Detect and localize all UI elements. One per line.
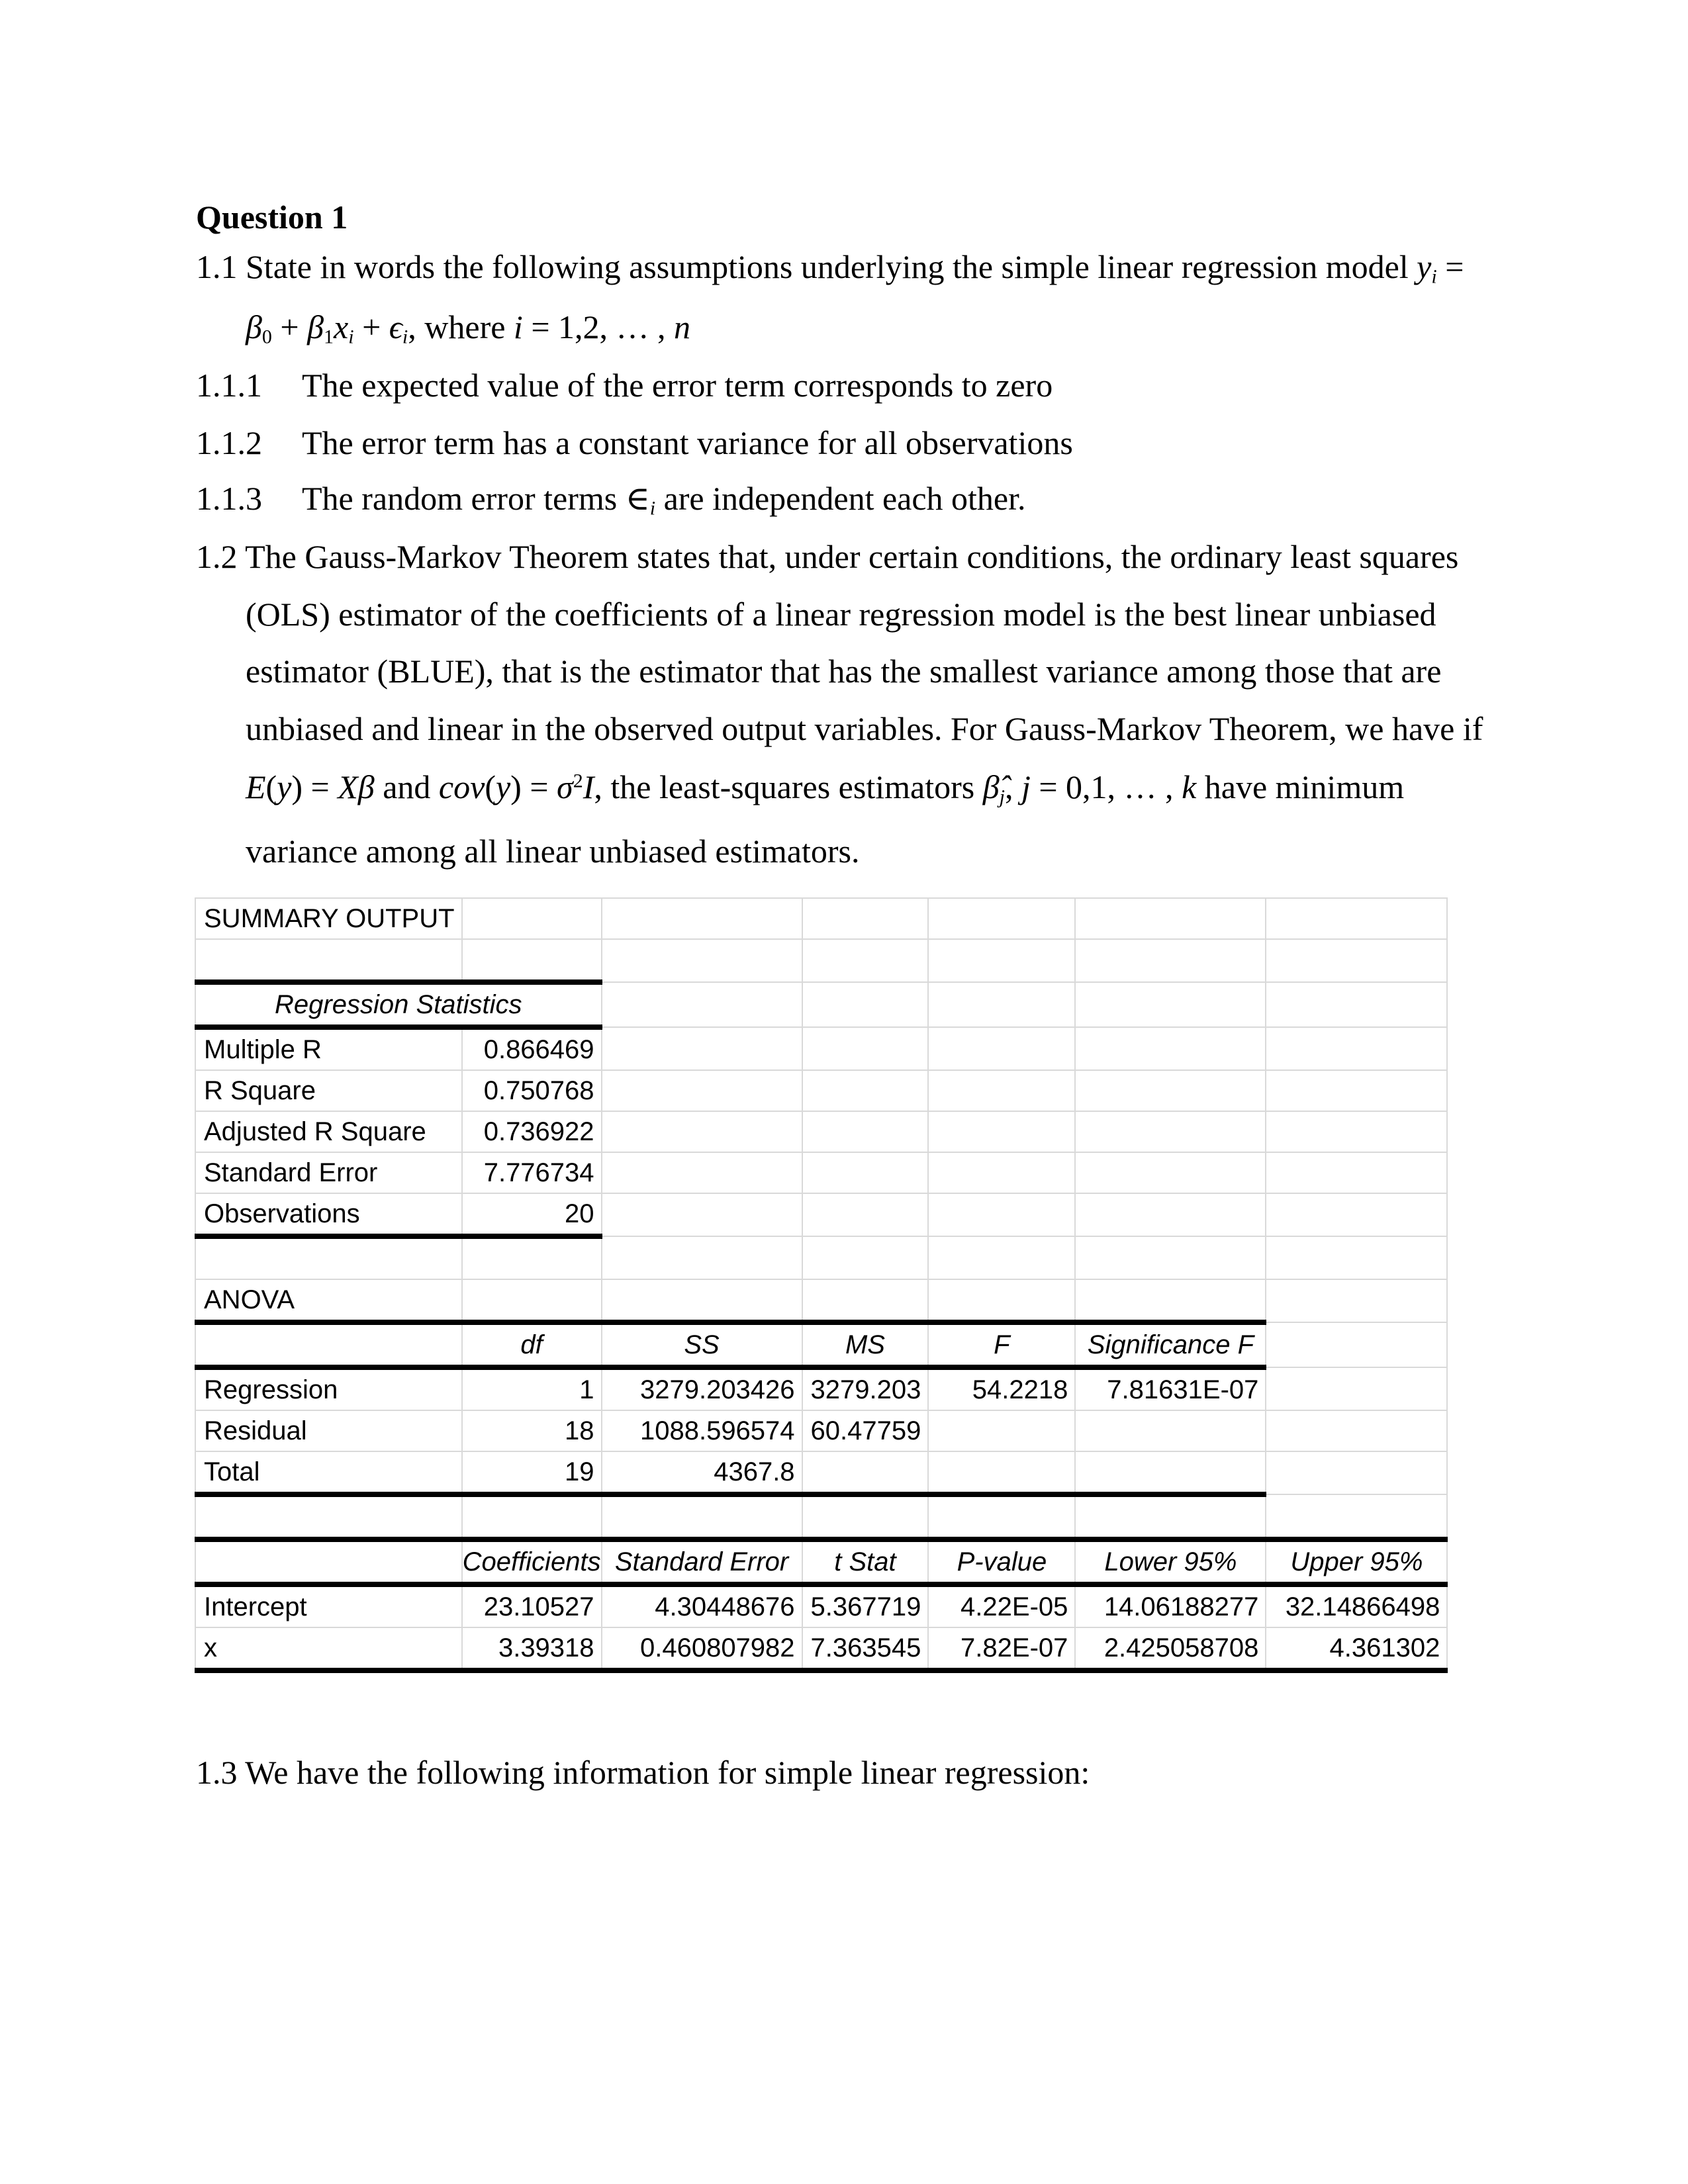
- table-row-anova-regression: [195, 1367, 1447, 1410]
- cell-coef-value: 2.425058708: [1075, 1627, 1266, 1670]
- table-cell: [1266, 1027, 1447, 1070]
- paragraph-1-1-line-1: 1.1 State in words the following assumptions underlying the simple linear regression model $y_i$ =: [196, 248, 1464, 288]
- table-row-x: [195, 1627, 1447, 1670]
- table-cell: [802, 898, 929, 939]
- table-cell: [195, 1494, 462, 1539]
- cell-stat-value: 0.736922: [462, 1111, 602, 1152]
- item-number: 1.1.2: [196, 424, 262, 461]
- cell-anova-value: 1: [462, 1367, 602, 1410]
- table-cell: [602, 1152, 802, 1193]
- paragraph-1-2-line-5: E(y) = Xβ and $cov(y) = \sigma^2I$, the least-squares estimators $\betâ_j$, j = 0,1, … , k have minimum: [246, 768, 1405, 808]
- table-cell: [802, 939, 929, 982]
- table-cell: [1266, 1236, 1447, 1279]
- table-cell: [195, 939, 462, 982]
- table-cell: [462, 898, 602, 939]
- table-row-empty: [195, 1494, 1447, 1539]
- paragraph-1-1-line-2: $\beta_0 + \beta_1x_i + \epsilon_i$, where i = 1,2, … , n: [246, 308, 691, 348]
- table-cell: [1075, 1494, 1266, 1539]
- cell-stat-label: Multiple R: [195, 1027, 462, 1070]
- table-cell: [1075, 1193, 1266, 1236]
- table-row-summary-output: [195, 898, 1447, 939]
- table-row-anova-label: [195, 1279, 1447, 1322]
- table-cell: [602, 1279, 802, 1322]
- table-cell: [802, 1236, 929, 1279]
- table-cell: [602, 1027, 802, 1070]
- cell-coef-value: 3.39318: [462, 1627, 602, 1670]
- table-cell: [802, 1279, 929, 1322]
- cell-anova-header: Significance F: [1075, 1322, 1266, 1367]
- table-cell: [1075, 1027, 1266, 1070]
- table-cell: [1266, 1279, 1447, 1322]
- table-row-regression-statistics-header: [195, 982, 1447, 1027]
- table-row-anova-total: [195, 1451, 1447, 1494]
- cell-anova-value: [1075, 1410, 1266, 1451]
- table-row-adjusted-r-square: [195, 1111, 1447, 1152]
- paragraph-1-2-line-1: 1.2 The Gauss-Markov Theorem states that, under certain conditions, the ordinary least squares: [196, 538, 1459, 575]
- cell-anova-value: 7.81631E-07: [1075, 1367, 1266, 1410]
- cell-coef-value: 7.363545: [802, 1627, 929, 1670]
- summary-output-table: [195, 897, 1448, 1673]
- table-cell: [1266, 1322, 1447, 1367]
- table-cell: [1266, 1111, 1447, 1152]
- cell-coef-value: 4.30448676: [602, 1584, 802, 1627]
- table-cell: [602, 939, 802, 982]
- table-cell: [802, 1111, 929, 1152]
- cell-coef-value: 14.06188277: [1075, 1584, 1266, 1627]
- table-cell: [928, 1152, 1075, 1193]
- cell-anova-value: 60.47759: [802, 1410, 929, 1451]
- cell-anova-row-label: Regression: [195, 1367, 462, 1410]
- table-cell: [802, 1152, 929, 1193]
- table-cell: [1266, 1451, 1447, 1494]
- table-cell: [1266, 939, 1447, 982]
- table-cell: [928, 982, 1075, 1027]
- table-cell: [928, 1193, 1075, 1236]
- cell-anova-label: ANOVA: [195, 1279, 462, 1322]
- cell-coef-header: P-value: [928, 1539, 1075, 1584]
- item-text: The error term has a constant variance for all observations: [302, 424, 1073, 461]
- cell-anova-row-label: Residual: [195, 1410, 462, 1451]
- table-cell: [1266, 898, 1447, 939]
- item-number: 1.1.3: [196, 480, 262, 517]
- table-cell: [802, 982, 929, 1027]
- item-number: 1.1.1: [196, 367, 262, 404]
- table-cell: [195, 1236, 462, 1279]
- table-cell: [462, 1494, 602, 1539]
- cell-anova-value: 54.2218: [928, 1367, 1075, 1410]
- cell-anova-row-label: Total: [195, 1451, 462, 1494]
- cell-anova-header: SS: [602, 1322, 802, 1367]
- paragraph-1-2-line-3: estimator (BLUE), that is the estimator that has the smallest variance among those that are: [246, 653, 1442, 690]
- cell-anova-value: 3279.203: [802, 1367, 929, 1410]
- table-cell: [462, 1279, 602, 1322]
- table-cell: [928, 939, 1075, 982]
- cell-coef-value: 7.82E-07: [928, 1627, 1075, 1670]
- cell-coef-value: 4.22E-05: [928, 1584, 1075, 1627]
- cell-anova-value: 18: [462, 1410, 602, 1451]
- table-cell: [928, 1279, 1075, 1322]
- table-cell: [928, 1111, 1075, 1152]
- cell-coef-row-label: x: [195, 1627, 462, 1670]
- cell-anova-header: F: [928, 1322, 1075, 1367]
- table-row-anova-header: [195, 1322, 1447, 1367]
- table-cell: [802, 1494, 929, 1539]
- table-row-observations: [195, 1193, 1447, 1236]
- cell-stat-label: Adjusted R Square: [195, 1111, 462, 1152]
- table-row-r-square: [195, 1070, 1447, 1111]
- table-cell: [602, 1070, 802, 1111]
- table-row-multiple-r: [195, 1027, 1447, 1070]
- table-cell: [928, 1236, 1075, 1279]
- table-cell: [802, 1070, 929, 1111]
- cell-anova-value: 3279.203426: [602, 1367, 802, 1410]
- list-item-1-1-2: [196, 424, 1073, 463]
- table-cell: [1075, 1279, 1266, 1322]
- table-cell: [602, 1236, 802, 1279]
- cell-coef-header: Upper 95%: [1266, 1539, 1447, 1584]
- cell-anova-value: [1075, 1451, 1266, 1494]
- table-cell: [1075, 898, 1266, 939]
- cell-stat-value: 7.776734: [462, 1152, 602, 1193]
- cell-regression-statistics-header: Regression Statistics: [195, 982, 602, 1027]
- table-cell: [928, 1494, 1075, 1539]
- cell-anova-header: MS: [802, 1322, 929, 1367]
- cell-anova-value: [802, 1451, 929, 1494]
- cell-stat-label: Standard Error: [195, 1152, 462, 1193]
- question-heading: Question 1: [196, 199, 348, 236]
- cell-coef-value: 5.367719: [802, 1584, 929, 1627]
- table-cell: [462, 1236, 602, 1279]
- paragraph-1-2-line-2: (OLS) estimator of the coefficients of a linear regression model is the best linear unbiased: [246, 596, 1436, 633]
- cell-anova-header: df: [462, 1322, 602, 1367]
- cell-coef-header: t Stat: [802, 1539, 929, 1584]
- paragraph-1-2-line-4: unbiased and linear in the observed output variables. For Gauss-Markov Theorem, we have if: [246, 710, 1483, 747]
- table-cell: [802, 1027, 929, 1070]
- cell-anova-value: [928, 1451, 1075, 1494]
- cell-summary-output-title: SUMMARY OUTPUT: [195, 898, 462, 939]
- cell-coef-value: 32.14866498: [1266, 1584, 1447, 1627]
- table-cell: [1266, 1410, 1447, 1451]
- cell-stat-label: R Square: [195, 1070, 462, 1111]
- table-cell: [1266, 1070, 1447, 1111]
- paragraph-1-3: 1.3 We have the following information for simple linear regression:: [196, 1754, 1090, 1791]
- table-cell: [602, 1494, 802, 1539]
- item-text: The random error terms $\in_i$ are independent each other.: [302, 480, 1026, 520]
- list-item-1-1-1: [196, 367, 1053, 405]
- table-cell: [1266, 1152, 1447, 1193]
- table-cell: [928, 1070, 1075, 1111]
- table-cell: [602, 898, 802, 939]
- table-cell: [1075, 1070, 1266, 1111]
- table-row-intercept: [195, 1584, 1447, 1627]
- table-row-empty: [195, 1236, 1447, 1279]
- table-cell: [1266, 982, 1447, 1027]
- table-cell: [462, 939, 602, 982]
- cell-coef-header: Standard Error: [602, 1539, 802, 1584]
- table-cell: [1266, 1494, 1447, 1539]
- table-cell: [1075, 1236, 1266, 1279]
- item-text: The expected value of the error term corresponds to zero: [302, 367, 1053, 404]
- table-cell: [195, 1322, 462, 1367]
- cell-stat-value: 0.866469: [462, 1027, 602, 1070]
- table-cell: [1266, 1367, 1447, 1410]
- table-cell: [802, 1193, 929, 1236]
- cell-coef-header: Coefficients: [462, 1539, 602, 1584]
- table-row-coefficients-header: [195, 1539, 1447, 1584]
- list-item-1-1-3: [196, 480, 1026, 520]
- cell-stat-value: 0.750768: [462, 1070, 602, 1111]
- cell-coef-row-label: Intercept: [195, 1584, 462, 1627]
- table-cell: [928, 1027, 1075, 1070]
- cell-coef-value: 23.10527: [462, 1584, 602, 1627]
- table-cell: [1075, 939, 1266, 982]
- paragraph-1-2-line-6: variance among all linear unbiased estimators.: [246, 833, 860, 870]
- cell-anova-value: 19: [462, 1451, 602, 1494]
- cell-stat-value: 20: [462, 1193, 602, 1236]
- cell-coef-header: Lower 95%: [1075, 1539, 1266, 1584]
- table-cell: [1266, 1193, 1447, 1236]
- cell-anova-value: [928, 1410, 1075, 1451]
- table-cell: [1075, 982, 1266, 1027]
- table-cell: [1075, 1152, 1266, 1193]
- table-row-standard-error: [195, 1152, 1447, 1193]
- cell-coef-value: 0.460807982: [602, 1627, 802, 1670]
- table-cell: [602, 982, 802, 1027]
- table-row-empty: [195, 939, 1447, 982]
- cell-anova-value: 4367.8: [602, 1451, 802, 1494]
- table-cell: [602, 1193, 802, 1236]
- table-cell: [928, 898, 1075, 939]
- cell-coef-value: 4.361302: [1266, 1627, 1447, 1670]
- table-cell: [602, 1111, 802, 1152]
- cell-anova-value: 1088.596574: [602, 1410, 802, 1451]
- table-cell: [1075, 1111, 1266, 1152]
- table-cell: [195, 1539, 462, 1584]
- cell-stat-label: Observations: [195, 1193, 462, 1236]
- table-row-anova-residual: [195, 1410, 1447, 1451]
